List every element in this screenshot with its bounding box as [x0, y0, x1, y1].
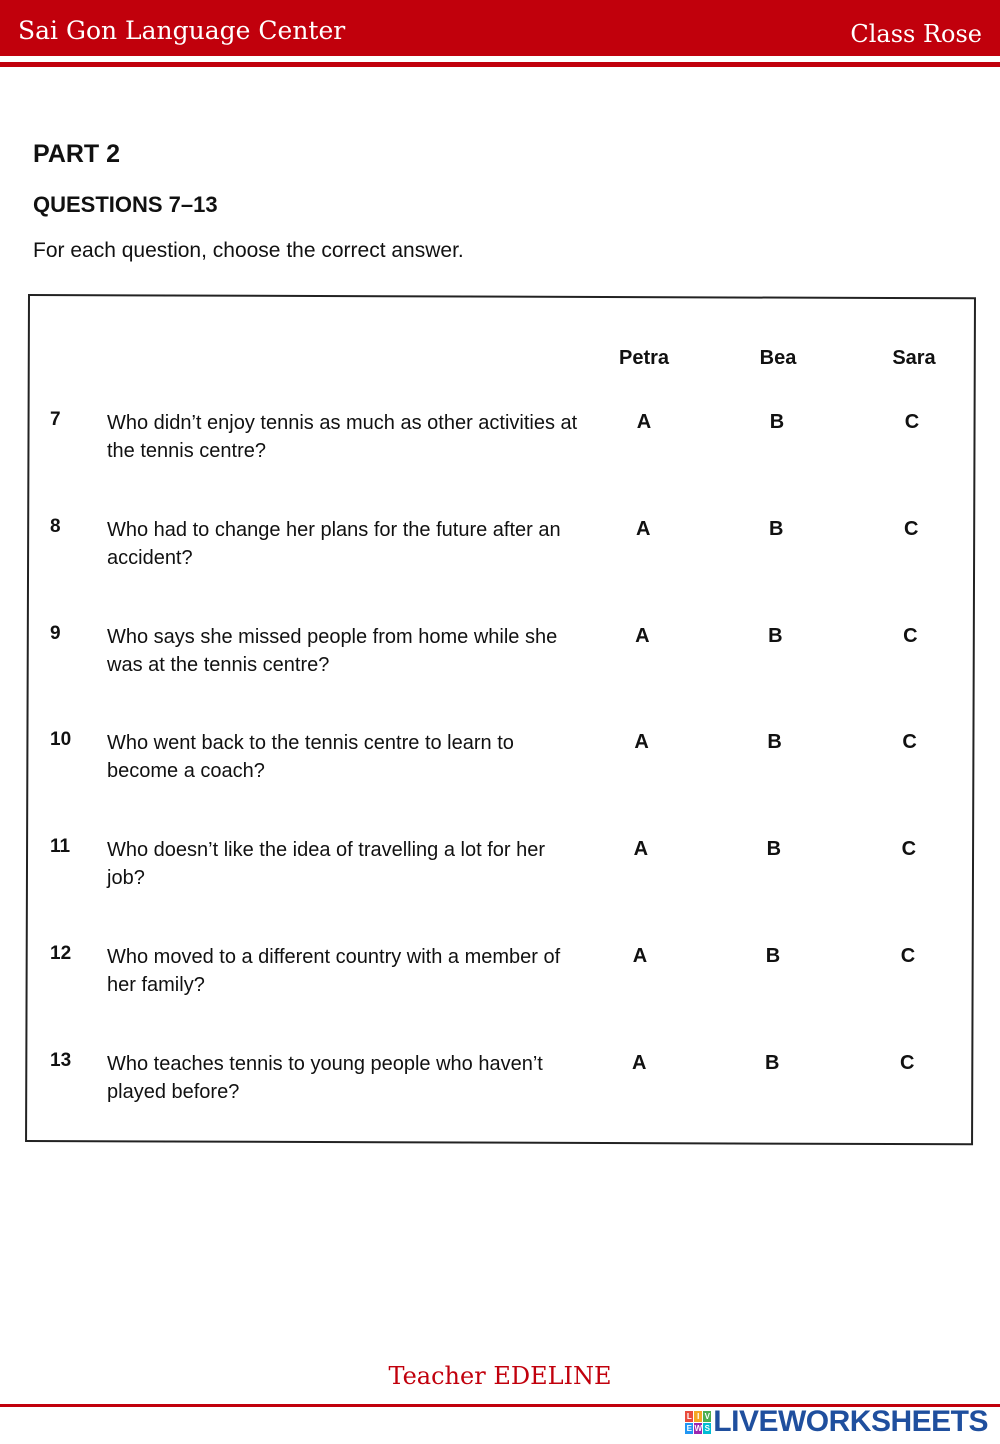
- answer-option-b[interactable]: B: [766, 838, 782, 860]
- question-text: Who moved to a different country with a member of her family?: [107, 946, 561, 996]
- question-number: 7: [50, 409, 61, 430]
- answer-option-c[interactable]: C: [903, 518, 919, 540]
- logo-mark-letter: E: [686, 1423, 692, 1433]
- question-row: [0, 409, 1000, 489]
- question-text: Who says she missed people from home while she was at the tennis centre?: [107, 626, 558, 676]
- answer-option-b[interactable]: B: [767, 731, 782, 753]
- question-text: Who teaches tennis to young people who haven’t played before?: [107, 1053, 543, 1103]
- logo-mark-letter: L: [686, 1411, 692, 1421]
- question-text: Who doesn’t like the idea of travelling a lot for her job?: [107, 839, 546, 889]
- column-header-petra: Petra: [618, 347, 670, 369]
- answer-option-c[interactable]: C: [899, 1052, 915, 1074]
- question-number: 8: [50, 516, 61, 537]
- question-row: [0, 1050, 1000, 1130]
- question-number: 12: [50, 943, 72, 964]
- answer-option-b[interactable]: B: [764, 1052, 780, 1074]
- answer-option-c[interactable]: C: [903, 625, 918, 647]
- column-header-bea: Bea: [759, 347, 797, 369]
- logo-mark-letter: W: [694, 1423, 703, 1433]
- question-row: [0, 836, 1000, 916]
- answer-option-a[interactable]: A: [632, 945, 648, 967]
- instruction-text: For each question, choose the correct answer.: [33, 239, 464, 262]
- question-number: 13: [50, 1050, 72, 1071]
- question-row: [0, 516, 1000, 596]
- column-header-sara: Sara: [892, 347, 936, 369]
- logo-mark-letter: S: [704, 1423, 710, 1433]
- center-name: Sai Gon Language Center: [18, 16, 346, 45]
- answer-option-b[interactable]: B: [769, 411, 785, 433]
- question-row: [0, 623, 1000, 703]
- answer-option-a[interactable]: A: [635, 625, 650, 647]
- question-number: 9: [50, 623, 61, 644]
- answer-option-a[interactable]: A: [634, 731, 649, 753]
- question-text: Who didn’t enjoy tennis as much as other activities at the tennis centre?: [107, 412, 578, 462]
- question-number: 11: [50, 836, 71, 857]
- logo-text: LIVEWORKSHEETS: [713, 1405, 988, 1438]
- answer-option-c[interactable]: C: [900, 945, 916, 967]
- teacher-name: Teacher EDELINE: [388, 1362, 612, 1390]
- answer-option-c[interactable]: C: [901, 838, 917, 860]
- answer-option-a[interactable]: A: [635, 518, 651, 540]
- questions-range: QUESTIONS 7–13: [33, 192, 218, 217]
- question-row: [0, 729, 1000, 809]
- answer-option-b[interactable]: B: [768, 625, 783, 647]
- class-name: Class Rose: [850, 20, 982, 48]
- answer-option-a[interactable]: A: [636, 411, 652, 433]
- header-divider: [0, 62, 1000, 67]
- logo-mark-letter: I: [694, 1411, 702, 1422]
- answer-option-b[interactable]: B: [765, 945, 781, 967]
- question-text: Who went back to the tennis centre to learn to become a coach?: [107, 732, 514, 782]
- answer-option-a[interactable]: A: [631, 1052, 647, 1074]
- question-row: [0, 943, 1000, 1023]
- answer-option-c[interactable]: C: [902, 731, 917, 753]
- logo-mark-icon: [685, 1411, 711, 1434]
- answer-option-c[interactable]: C: [904, 411, 920, 433]
- answer-option-b[interactable]: B: [768, 518, 784, 540]
- logo-mark-letter: V: [704, 1411, 710, 1421]
- answer-option-a[interactable]: A: [633, 838, 649, 860]
- question-number: 10: [50, 729, 72, 750]
- liveworksheets-logo: [685, 1405, 988, 1439]
- part-title: PART 2: [33, 140, 121, 168]
- question-text: Who had to change her plans for the future after an accident?: [107, 519, 561, 569]
